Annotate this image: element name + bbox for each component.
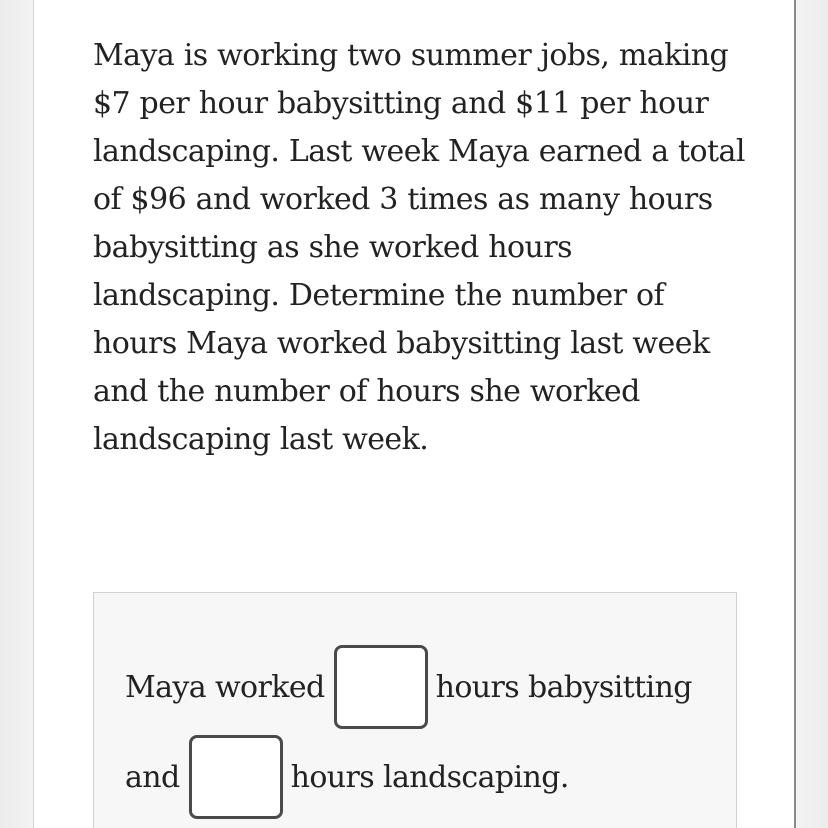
question-text: Maya is working two summer jobs, making $7 per hour babysitting and $11 per hour landscaping. Last week Maya earned a total of $96 and worked 3 times as many hours babysitting as she worked hours landscaping. Determine the number of hours Maya worked babysitting last week and the number of hours she worked landscaping last week.: [93, 38, 745, 457]
answer-line-babysitting: [125, 645, 692, 729]
answer-prefix-landscaping: and: [125, 759, 180, 795]
babysitting-hours-input[interactable]: [334, 645, 428, 729]
answer-line-landscaping: [125, 735, 569, 819]
page-margin-right: [796, 0, 828, 828]
question-card: [33, 0, 796, 828]
answer-suffix-babysitting: hours babysitting: [435, 669, 692, 705]
landscaping-hours-input[interactable]: [189, 735, 283, 819]
answer-prefix-babysitting: Maya worked: [125, 669, 325, 705]
answer-suffix-landscaping: hours landscaping.: [290, 759, 569, 795]
answer-panel: [93, 592, 737, 828]
page-margin-left: [0, 0, 33, 828]
